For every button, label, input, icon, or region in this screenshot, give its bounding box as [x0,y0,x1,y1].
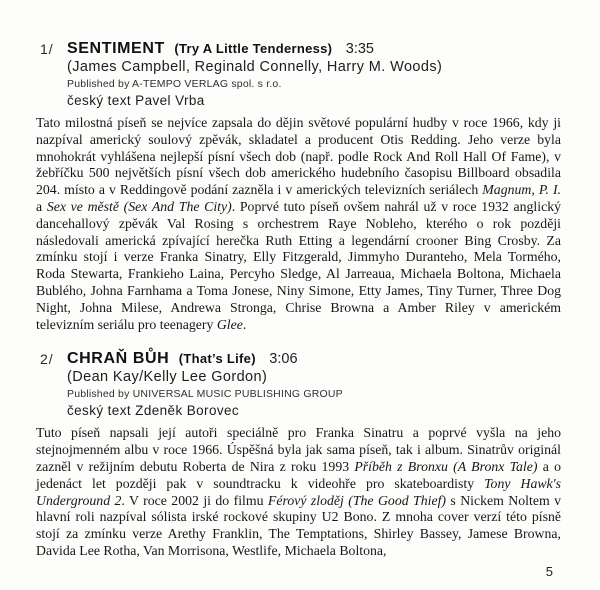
track-2-duration: 3:06 [269,351,298,368]
track-2-czech-lyricist: český text Zdeněk Borovec [67,403,240,419]
track-2-description: Tuto píseň napsali její autoři speciálně pro Franka Sinatru a poprvé vyšla na jeho stejnojmenném albu v roce 1966. Úspěšná byla jak sama píseň, tak i album. Sinatrův originál zazněl v režijním debutu Roberta de Nira z roku 1993 Příběh z Bronxu (A Bronx Tale) a o jedenáct let později pak v soundtracku k videohře pro skateboardisty Tony Hawk's Underground 2. V roce 2002 ji do filmu Férový zloděj (The Good Thief) s Nickem Noltem v hlavní roli nazpíval sólista irské rockové skupiny U2 Bono. Z mnoha cover verzí této písně stojí za zmínku verze Arethy Franklin, The Temptations, Shirley Bassey, Jamese Browna, Davida Lee Rotha, Van Morrisona, Westlife, Michaela Boltona, [36,425,562,558]
track-2-subtitle: (That’s Life) [178,351,256,367]
track-1-section [36,40,561,333]
track-1-description: Tato milostná píseň se nejvíce zapsala do dějin světové populární hudby v roce 1966, kdy ji nazpíval americký soulový zpěvák, skladatel a producent Otis Redding. Jeho verze byla mnohokrát vyhlášena nejlepší písní všech dob (např. podle Rock And Roll Hall Of Fame), v žebříčku 500 největších písní všech dob amerického hudebního časopisu Billboard obsadila 204. místo a v Reddingově podání zazněla i v amerických televizních seriálech Magnum, P. I. a Sex ve městě (Sex And The City). Poprvé tuto píseň ovšem nahrál už v roce 1932 anglický dancehallový zpěvák Val Rosing s orchestrem Raye Nobleho, kterého o rok později následovali americká zpívající herečka Ruth Etting a legendární crooner Bing Crosby. Za zmínku stojí i verze Franka Sinatry, Elly Fitzgerald, Jimmyho Duranteho, Mela Tormého, Roda Stewarta, Frankieho Laina, Percyho Sledge, Al Jarreaua, Michaela Boltona, Michaela Bublého, Johna Farnhama a Toma Jonese, Niny Simone, Etty James, Tiny Turner, Three Dog Night, Johna Milese, Andrewa Stronga, Chrise Browna a Amber Riley v americkém televizním seriálu pro teenagery Glee. [36,115,561,332]
track-1-title: SENTIMENT [67,40,165,57]
track-1-writers: (James Campbell, Reginald Connelly, Harry M. Woods) [67,59,443,75]
track-2-title-line [67,350,561,368]
track-2-writers: (Dean Kay/Kelly Lee Gordon) [67,369,268,386]
track-2-heading [40,350,561,419]
track-1-heading-text [67,40,561,109]
track-2-title: CHRAŇ BŮH [67,350,170,368]
track-1-heading [40,40,561,109]
page-number: 5 [545,564,553,579]
track-1-subtitle: (Try A Little Tenderness) [174,41,333,56]
track-1-publisher: Published by A-TEMPO VERLAG spol. s r.o. [67,78,282,90]
track-2-heading-text [67,350,561,419]
track-1-czech-lyricist: český text Pavel Vrba [67,93,205,108]
track-1-number: 1/ [40,41,54,57]
track-2-section [36,350,561,559]
track-2-number: 2/ [40,351,54,368]
track-1-title-line [67,40,561,58]
track-1-duration: 3:35 [345,41,374,57]
track-2-publisher: Published by UNIVERSAL MUSIC PUBLISHING GROUP [67,388,343,401]
